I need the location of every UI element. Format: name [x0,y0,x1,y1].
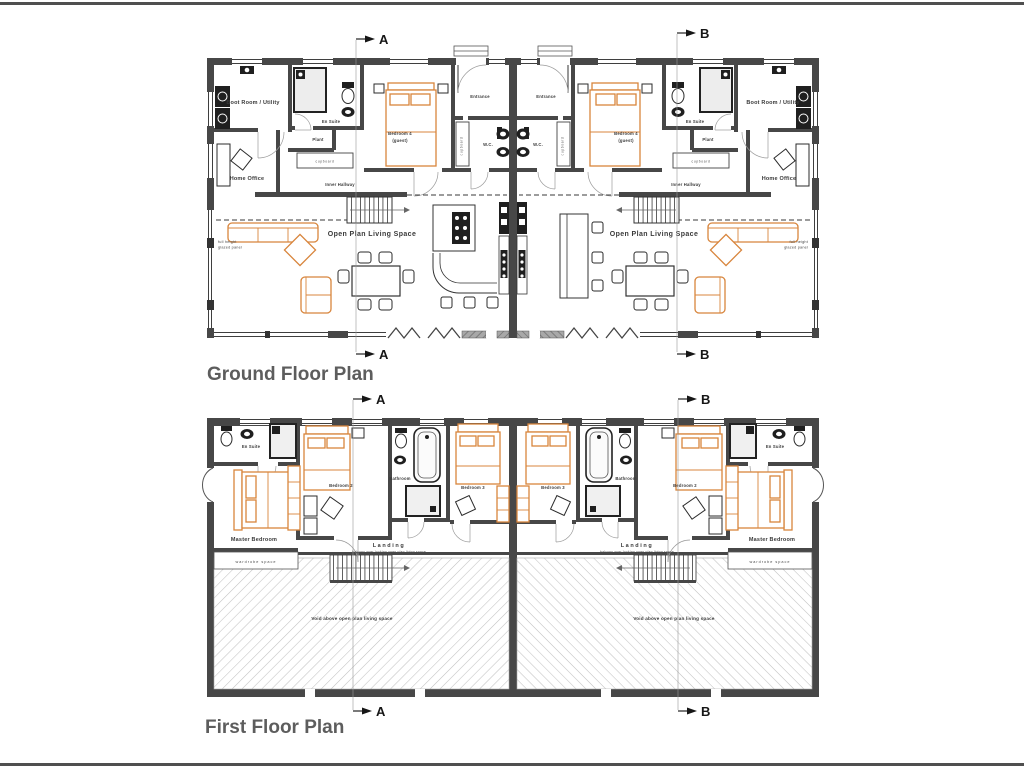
gf-right-kitchen-island [560,214,603,298]
gf-right-label-boot-room: Boot Room / Utility [746,100,800,106]
ff-left-label-void: Void above open plan living space [311,616,393,621]
gf-left-label-entrance: Entrance [470,94,490,99]
ff-marker-a-bottom: A [376,704,386,719]
ff-left-label-bedroom2: Bedroom 2 [329,483,353,488]
ff-marker-b-top: B [701,392,711,407]
gf-left-label-inner-hallway: Inner Hallway [325,182,355,187]
ff-right-label-bathroom: Bathroom [615,476,637,481]
ff-left-label-master-bedroom: Master Bedroom [230,537,278,543]
gf-right-label-wc: W.C. [533,142,543,147]
ff-right-label-bedroom2: Bedroom 2 [673,483,697,488]
gf-right-note-glazed-2: glazed panel [784,245,808,250]
gf-marker-a-top: A [379,32,389,47]
ff-right-unit [513,418,824,697]
gf-left-note-glazed-2: glazed panel [218,245,242,250]
gf-right-label-cupboard: cupboard [691,159,711,164]
ff-left-label-wardrobe-space: wardrobe space [235,560,277,564]
ff-right-label-landing: Landing [620,543,654,549]
ff-right-note-balcony: balcony over looking open plan living space [599,550,675,554]
gf-left-label-open-plan: Open Plan Living Space [327,231,417,238]
ff-left-note-balcony: balcony over looking open plan living space [351,550,427,554]
gf-right-label-open-plan: Open Plan Living Space [609,231,699,238]
page-border-bottom [0,763,1024,766]
gf-left-kitchen-island [433,205,498,308]
ff-left-unit [203,418,514,697]
ff-right-label-master-bedroom: Master Bedroom [748,537,796,543]
gf-left-note-glazed-1: full height [218,240,237,244]
page-border-top [0,2,1024,5]
ground-floor-plan [207,26,819,385]
gf-left-label-bedroom4: Bedroom 4 [388,131,412,136]
ff-right-label-bedroom3: Bedroom 3 [541,485,565,490]
gf-marker-b-top: B [700,26,710,41]
gf-left-unit [207,46,513,339]
gf-left-label-cupboard-tall: cupboard [459,136,464,156]
gf-right-note-glazed-1: full height [789,240,808,244]
gf-left-label-cupboard: cupboard [315,159,335,164]
gf-left-label-en-suite: En Suite [321,119,341,124]
ff-right-label-en-suite: En Suite [765,444,785,449]
gf-right-label-bedroom4-guest: (guest) [618,138,634,143]
ff-right-label-wardrobe-space: wardrobe space [749,560,791,564]
gf-right-label-entrance: Entrance [536,94,556,99]
ff-marker-a-top: A [376,392,386,407]
gf-right-unit [513,46,819,339]
gf-left-label-wc: W.C. [483,142,493,147]
ff-left-label-bedroom3: Bedroom 3 [461,485,485,490]
gf-left-label-bedroom4-guest: (guest) [392,138,408,143]
first-floor-plan [203,392,824,738]
ff-marker-b-bottom: B [701,704,711,719]
gf-marker-b-bottom: B [700,347,710,362]
ground-floor-title: Ground Floor Plan [207,364,374,385]
ff-right-label-void: Void above open plan living space [633,616,715,621]
gf-right-label-en-suite: En Suite [685,119,705,124]
gf-marker-a-bottom: A [379,347,389,362]
gf-left-label-boot-room: Boot Room / Utility [226,100,280,106]
gf-left-label-home-office: Home Office [229,176,265,182]
ff-left-label-bathroom: Bathroom [389,476,411,481]
gf-right-label-bedroom4: Bedroom 4 [614,131,638,136]
first-floor-title: First Floor Plan [205,717,345,738]
gf-right-label-inner-hallway: Inner Hallway [671,182,701,187]
ff-left-label-landing: Landing [372,543,406,549]
gf-right-label-cupboard-tall: cupboard [560,136,565,156]
gf-right-label-plant: Plant [702,137,714,142]
gf-left-label-plant: Plant [312,137,324,142]
ff-left-label-en-suite: En Suite [241,444,261,449]
gf-right-label-home-office: Home Office [761,176,797,182]
